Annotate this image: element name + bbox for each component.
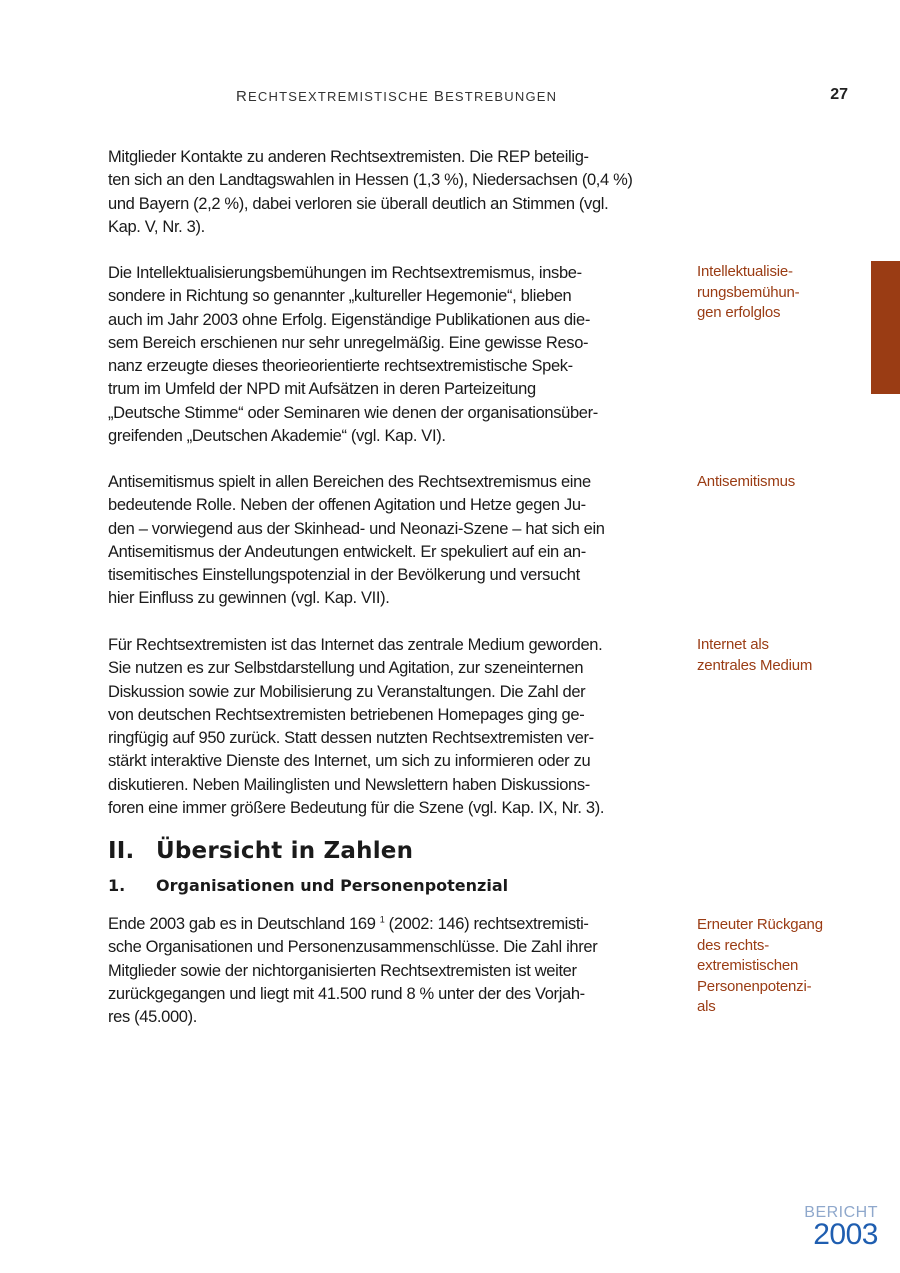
paragraph-organisations (108, 913, 673, 1029)
text-line: Sie nutzen es zur Selbstdarstellung und Agitation, zur szeneinternen (108, 659, 584, 678)
running-header-cap1: R (236, 88, 249, 105)
text-line: foren eine immer größere Bedeutung für die Szene (vgl. Kap. IX, Nr. 3). (108, 799, 605, 818)
text-line: nanz erzeugte dieses theorieorientierte rechtsextremistische Spek- (108, 357, 573, 376)
paragraph-rep-elections (108, 146, 673, 239)
text-line: (2002: 146) rechtsextremisti- (384, 915, 589, 933)
margin-note-internet (697, 635, 857, 676)
section-number: II. (108, 838, 135, 864)
margin-note-antisemitism (697, 472, 857, 493)
margin-note-decline (697, 915, 857, 1018)
text-line: auch im Jahr 2003 ohne Erfolg. Eigenständige Publikationen aus die- (108, 310, 590, 329)
subsection-number: 1. (108, 876, 126, 895)
logo-word: BERICHT (804, 1204, 878, 1221)
text-line: Für Rechtsextremisten ist das Internet das zentrale Medium geworden. (108, 636, 603, 654)
paragraph-antisemitism (108, 471, 673, 611)
text-line: Diskussion sowie zur Mobilisierung zu Veranstaltungen. Die Zahl der (108, 682, 586, 701)
margin-note-line: des rechts- (697, 936, 769, 954)
text-line: bedeutende Rolle. Neben der offenen Agitation und Hetze gegen Ju- (108, 496, 586, 515)
margin-note-line: Internet als (697, 636, 769, 653)
text-line: Ende 2003 gab es in Deutschland 169 (108, 915, 380, 933)
margin-note-line: rungsbemühun- (697, 283, 800, 301)
text-line: Die Intellektualisierungsbemühungen im Rechtsextremismus, insbe- (108, 264, 582, 282)
text-line: ringfügig auf 950 zurück. Statt dessen nutzten Rechtsextremisten ver- (108, 729, 594, 748)
text-line: sche Organisationen und Personenzusammenschlüsse. Die Zahl ihrer (108, 938, 598, 957)
text-line: sem Bereich erschienen nur sehr unregelmäßig. Eine gewisse Reso- (108, 333, 589, 352)
text-line: diskutieren. Neben Mailinglisten und Newslettern haben Diskussions- (108, 775, 590, 794)
text-line: hier Einfluss zu gewinnen (vgl. Kap. VII). (108, 589, 390, 608)
subsection-title: Organisationen und Personenpotenzial (156, 876, 509, 895)
text-line: res (45.000). (108, 1008, 197, 1027)
running-header-cap2: B (433, 88, 446, 105)
text-line: stärkt interaktive Dienste des Internet, um sich zu informieren oder zu (108, 752, 591, 771)
text-line: Mitglieder Kontakte zu anderen Rechtsextremisten. Die REP beteilig- (108, 148, 589, 166)
margin-note-line: extremistischen (697, 957, 799, 974)
margin-note-line: als (697, 998, 716, 1015)
text-line: Kap. V, Nr. 3). (108, 217, 205, 236)
text-line: zurückgegangen und liegt mit 41.500 rund 8 % unter der des Vorjah- (108, 984, 585, 1003)
text-line: sondere in Richtung so genannter „kultureller Hegemonie“, blieben (108, 287, 572, 306)
text-line: und Bayern (2,2 %), dabei verloren sie überall deutlich an Stimmen (vgl. (108, 194, 609, 213)
text-line: Mitglieder sowie der nichtorganisierten Rechtsextremisten ist weiter (108, 961, 577, 980)
margin-note-line: Personenpotenzi- (697, 977, 812, 995)
text-line: Antisemitismus der Andeutungen entwickelt. Er spekuliert auf ein an- (108, 542, 586, 561)
text-line: „Deutsche Stimme“ oder Seminaren wie denen der organisationsüber- (108, 403, 598, 422)
text-line: greifenden „Deutschen Akademie“ (vgl. Kap. VI). (108, 427, 446, 446)
margin-note-intellectualization (697, 262, 857, 324)
margin-note-line: zentrales Medium (697, 656, 813, 674)
paragraph-intellectualization (108, 262, 673, 448)
margin-note-line: Intellektualisie- (697, 263, 793, 280)
text-line: Antisemitismus spielt in allen Bereichen des Rechtsextremismus eine (108, 473, 591, 491)
margin-note-line: Erneuter Rückgang (697, 916, 823, 933)
footnote-reference[interactable]: 1 (379, 914, 385, 925)
text-line: ten sich an den Landtagswahlen in Hessen (1,3 %), Niedersachsen (0,4 %) (108, 171, 633, 190)
text-line: den – vorwiegend aus der Skinhead- und Neonazi-Szene – hat sich ein (108, 519, 605, 538)
margin-note-line: Antisemitismus (697, 473, 796, 490)
logo-year: 2003 (813, 1218, 878, 1251)
running-header-part1: ECHTSEXTREMISTISCHE (248, 89, 434, 104)
section-title: Übersicht in Zahlen (156, 838, 414, 864)
running-header-part2: ESTREBUNGEN (445, 89, 558, 104)
subsection-heading (108, 876, 508, 895)
margin-note-line: gen erfolglos (697, 304, 781, 321)
chapter-tab-marker (871, 261, 900, 394)
report-logo (804, 1205, 878, 1249)
text-line: tisemitisches Einstellungspotenzial in der Bevölkerung und versucht (108, 566, 580, 585)
paragraph-internet (108, 634, 673, 820)
text-line: von deutschen Rechtsextremisten betriebenen Homepages ging ge- (108, 705, 585, 724)
running-header (236, 88, 557, 105)
section-heading (108, 838, 413, 864)
text-line: trum im Umfeld der NPD mit Aufsätzen in deren Parteizeitung (108, 380, 536, 399)
page-number: 27 (830, 86, 848, 103)
